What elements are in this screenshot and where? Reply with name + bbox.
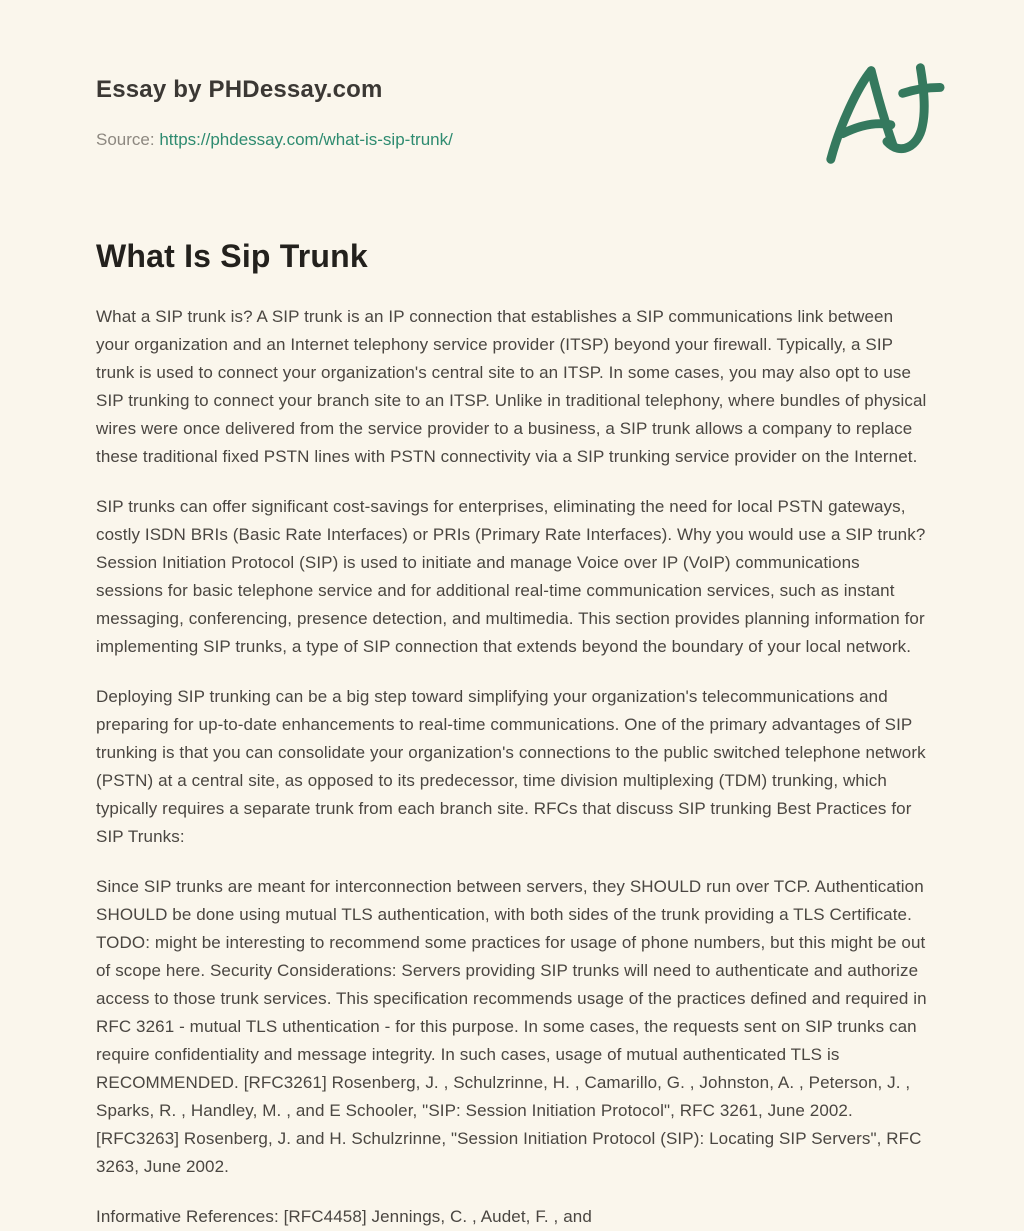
source-line <box>96 130 928 150</box>
essay-body <box>96 303 929 1231</box>
essay-paragraph: Deploying SIP trunking can be a big step toward simplifying your organization's telecommunications and preparing for up-to-date enhancements to real-time communications. One of the primary advantages of SIP trunking is that you can consolidate your organization's connections to the public switched telephone network (PSTN) at a central site, as opposed to its predecessor, time division multiplexing (TDM) trunking, which typically requires a separate trunk from each branch site. RFCs that discuss SIP trunking Best Practices for SIP Trunks: <box>96 687 926 846</box>
a-plus-logo <box>818 60 946 170</box>
essay-paragraph: What a SIP trunk is? A SIP trunk is an IP connection that establishes a SIP communications link between your organization and an Internet telephony service provider (ITSP) beyond your firewall. Typically, a SIP trunk is used to connect your organization's central site to an ITSP. In some cases, you may also opt to use SIP trunking to connect your branch site to an ITSP. Unlike in traditional telephony, where bundles of physical wires were once delivered from the service provider to a business, a SIP trunk allows a company to replace these traditional fixed PSTN lines with PSTN connectivity via a SIP trunking service provider on the Internet. <box>96 307 927 466</box>
essay-paragraph: SIP trunks can offer significant cost-savings for enterprises, eliminating the need for local PSTN gateways, costly ISDN BRIs (Basic Rate Interfaces) or PRIs (Primary Rate Interfaces). Why you would use a SIP trunk? Session Initiation Protocol (SIP) is used to initiate and manage Voice over IP (VoIP) communications sessions for basic telephone service and for additional real-time communication services, such as instant messaging, conferencing, presence detection, and multimedia. This section provides planning information for implementing SIP trunks, a type of SIP connection that extends beyond the boundary of your local network. <box>96 497 926 656</box>
source-label: Source: <box>96 130 155 149</box>
essay-paragraph: Since SIP trunks are meant for interconnection between servers, they SHOULD run over TCP. Authentication SHOULD be done using mutual TLS authentication, with both sides of the trunk providing a TLS Certificate. TODO: might be interesting to recommend some practices for usage of phone numbers, but this might be out of scope here. Security Considerations: Servers providing SIP trunks will need to authenticate and authorize access to those trunk services. This specification recommends usage of the practices defined and required in RFC 3261 - mutual TLS uthentication - for this purpose. In some cases, the requests sent on SIP trunks can require confidentiality and message integrity. In such cases, usage of mutual authenticated TLS is RECOMMENDED. [RFC3261] Rosenberg, J. , Schulzrinne, H. , Camarillo, G. , Johnston, A. , Peterson, J. , Sparks, R. , Handley, M. , and E Schooler, "SIP: Session Initiation Protocol", RFC 3261, June 2002. [RFC3263] Rosenberg, J. and H. Schulzrinne, "Session Initiation Protocol (SIP): Locating SIP Servers", RFC 3263, June 2002. <box>96 877 927 1176</box>
site-header-title: Essay by PHDessay.com <box>96 76 383 103</box>
essay-title: What Is Sip Trunk <box>96 238 368 274</box>
essay-paragraph-truncated: Informative References: [RFC4458] Jennings, C. , Audet, F. , and <box>96 1207 592 1226</box>
source-url-link[interactable]: https://phdessay.com/what-is-sip-trunk/ <box>159 130 453 149</box>
